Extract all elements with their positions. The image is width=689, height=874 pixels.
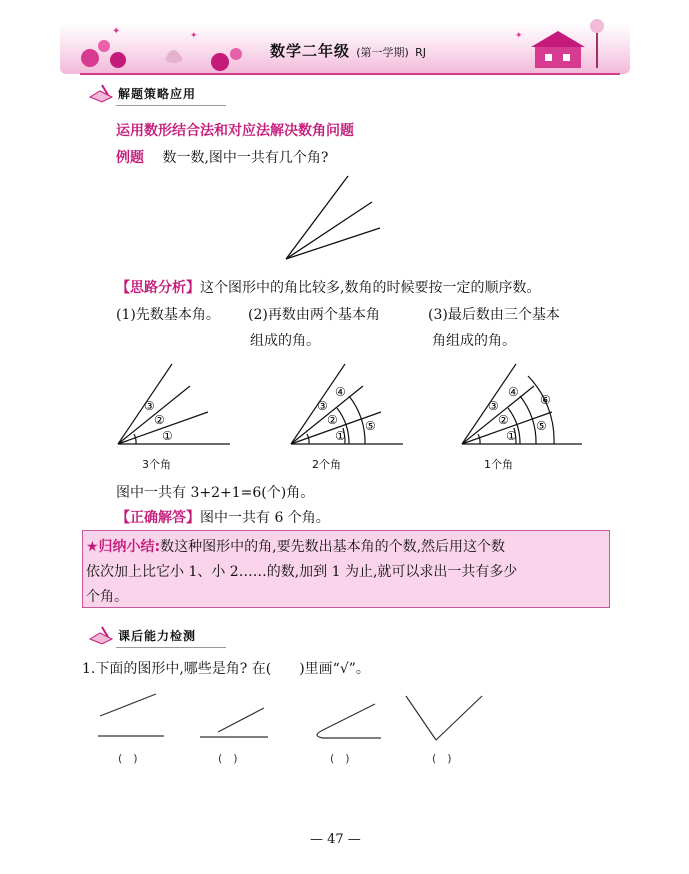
section-title: 课后能力检测: [118, 628, 197, 643]
answer-line: [116, 507, 330, 527]
analysis-label: 【思路分析】: [116, 280, 200, 296]
label-4: ④: [508, 385, 519, 399]
section-heading-strategy: [88, 82, 196, 104]
analysis-line: [116, 277, 540, 297]
book-pen-icon: [88, 83, 114, 103]
analysis-step3-line1: (3)最后数由三个基本: [428, 307, 560, 323]
analysis-step1: (1)先数基本角。: [116, 307, 220, 323]
label-2: ②: [327, 413, 338, 427]
analysis-step2-line1: (2)再数由两个基本角: [248, 307, 380, 323]
label-2: ②: [154, 413, 165, 427]
svg-text:✦: ✦: [190, 31, 198, 41]
figure-b-gap-lines: [198, 704, 270, 744]
label-1: ①: [162, 429, 173, 443]
diagram-three-base-angles: [458, 358, 588, 453]
total-line: 图中一共有 3+2+1=6(个)角。: [116, 485, 315, 501]
caption-3-angles: 3个角: [142, 458, 171, 471]
topic-heading: 运用数形结合法和对应法解决数角问题: [116, 123, 354, 139]
summary-line-3: 个角。: [86, 589, 128, 605]
label-6: ⑥: [540, 393, 551, 407]
section-heading-practice: [88, 624, 196, 646]
example-text: 数一数,图中一共有几个角?: [162, 150, 329, 166]
header-rule: [80, 73, 620, 75]
label-5: ⑤: [536, 419, 547, 433]
book-pen-icon: [88, 625, 114, 645]
svg-text:✦: ✦: [515, 31, 523, 41]
header-decoration-left: [70, 20, 270, 75]
caption-2-angles: 2个角: [312, 458, 341, 471]
answer-blank-b[interactable]: ( ): [218, 752, 238, 765]
summary-label: ★归纳小结:: [86, 539, 161, 555]
section-underline: [116, 647, 226, 648]
label-2: ②: [498, 413, 509, 427]
question-1: 1.下面的图形中,哪些是角? 在( )里画“√”。: [82, 661, 370, 677]
label-3: ③: [144, 399, 155, 413]
diagram-basic-angles: [114, 358, 234, 453]
summary-line-2: 依次加上比它小 1、小 2……的数,加到 1 为止,就可以求出一共有多少: [86, 564, 518, 580]
analysis-text: 这个图形中的角比较多,数角的时候要按一定的顺序数。: [200, 280, 541, 296]
label-1: ①: [506, 429, 517, 443]
page-number: — 47 —: [310, 832, 361, 847]
figure-c-curved-vertex: [309, 700, 383, 742]
answer-blank-a[interactable]: ( ): [118, 752, 138, 765]
label-1: ①: [335, 429, 346, 443]
analysis-step2-line2: 组成的角。: [250, 333, 320, 349]
label-4: ④: [335, 385, 346, 399]
caption-1-angle: 1个角: [484, 458, 513, 471]
label-5: ⑤: [365, 419, 376, 433]
header-title: [270, 40, 426, 61]
answer-label: 【正确解答】: [116, 510, 200, 526]
analysis-step3-line2: 角组成的角。: [432, 333, 516, 349]
example-label: 例题: [116, 150, 144, 166]
section-underline: [116, 105, 226, 106]
summary-line-1: [86, 536, 505, 556]
diagram-two-base-angles: [287, 358, 407, 453]
answer-blank-c[interactable]: ( ): [330, 752, 350, 765]
label-3: ③: [488, 399, 499, 413]
figure-a-separated-lines: [96, 692, 168, 742]
section-title: 解题策略应用: [118, 86, 197, 101]
svg-text:✦: ✦: [112, 26, 121, 37]
answer-blank-d[interactable]: ( ): [432, 752, 452, 765]
example-line: [116, 147, 328, 167]
answer-text: 图中一共有 6 个角。: [200, 510, 330, 526]
header-decoration-right: [505, 16, 615, 74]
label-3: ③: [317, 399, 328, 413]
book-title: 数学二年级: [270, 42, 351, 60]
figure-d-true-angle: [402, 692, 488, 752]
book-edition: RJ: [415, 46, 426, 59]
book-term: (第一学期): [356, 46, 409, 59]
example-angle-figure: [280, 172, 390, 264]
summary-text-1: 数这种图形中的角,要先数出基本角的个数,然后用这个数: [160, 539, 506, 555]
